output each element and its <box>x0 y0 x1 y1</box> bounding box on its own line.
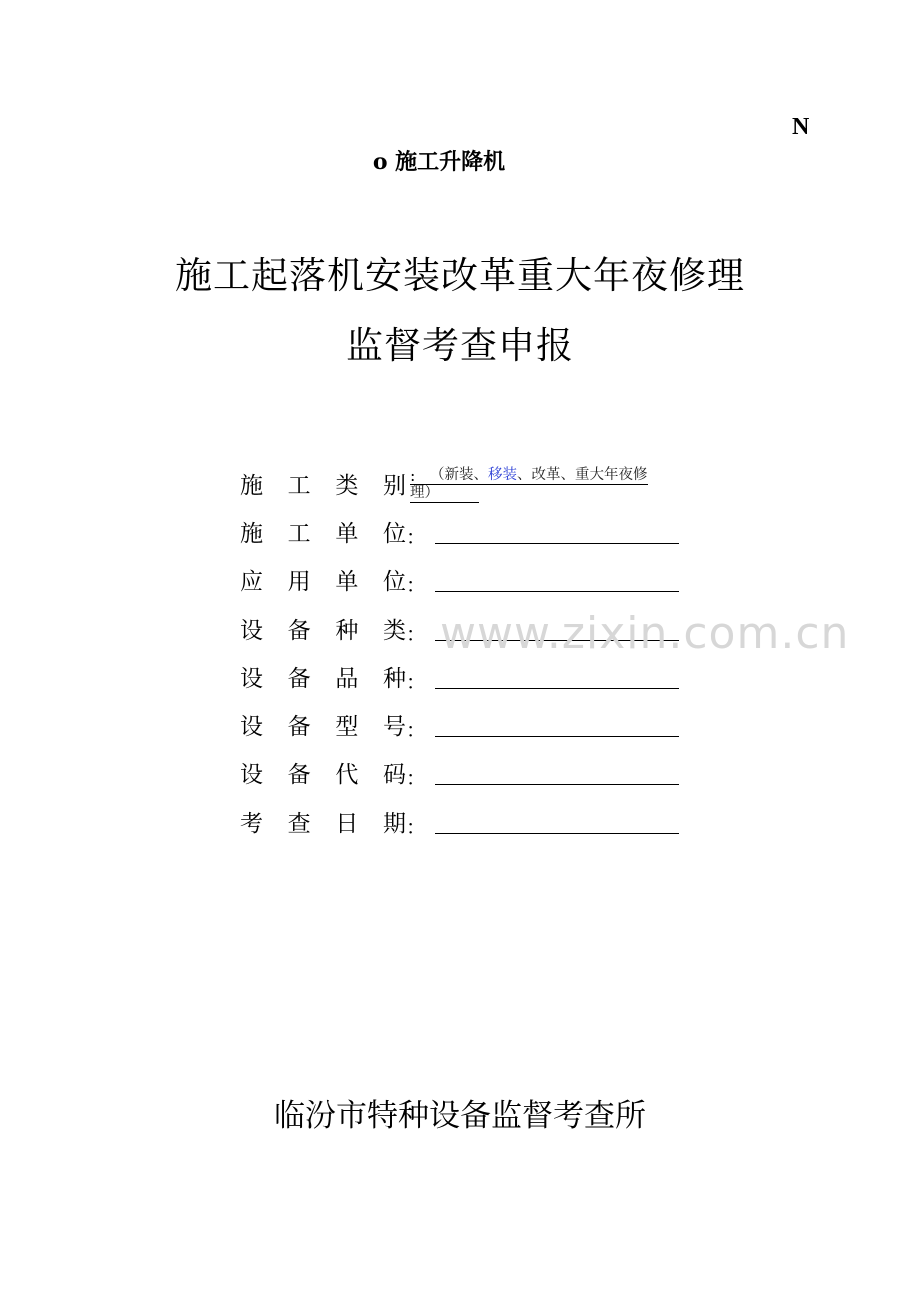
label-char: 型 <box>335 714 359 741</box>
form-field-row <box>240 751 700 799</box>
inspection-date-field[interactable] <box>435 833 679 834</box>
issuing-authority: 临汾市特种设备监督考查所 <box>274 1098 646 1134</box>
equipment-model-field[interactable] <box>435 736 679 737</box>
field-label <box>240 568 406 596</box>
label-char: 工 <box>287 473 311 499</box>
label-char: 别 <box>382 473 406 499</box>
options-suffix: 、改革、重大年夜修 <box>517 467 648 483</box>
document-subtitle: o 施工升降机 <box>372 149 506 175</box>
field-label <box>240 713 406 741</box>
label-char: 备 <box>287 762 311 789</box>
label-char: 位 <box>382 569 406 596</box>
options-highlight: 移装 <box>488 467 517 483</box>
label-char: 备 <box>287 714 311 741</box>
label-char: 考 <box>240 810 263 837</box>
label-char: 工 <box>287 521 311 547</box>
label-char: 种 <box>382 665 406 692</box>
equipment-variety-field[interactable] <box>435 688 679 689</box>
field-colon: ： <box>406 718 426 743</box>
construction-type-label <box>240 472 406 500</box>
construction-type-options-line2: 理） <box>410 485 479 503</box>
corner-mark: N <box>792 114 810 140</box>
label-char: 设 <box>240 665 263 692</box>
form-field-row <box>240 703 700 751</box>
label-char: 施 <box>240 473 263 499</box>
label-char: 备 <box>287 665 311 692</box>
label-char: 应 <box>240 569 263 596</box>
field-label <box>240 520 406 548</box>
field-colon: ： <box>406 525 426 549</box>
label-char: 类 <box>382 617 406 644</box>
label-char: 品 <box>335 665 359 692</box>
form-field-row <box>240 800 700 848</box>
form-field-row <box>240 510 700 558</box>
label-char: 查 <box>287 810 311 837</box>
field-colon: ： <box>406 669 426 694</box>
label-char: 类 <box>335 473 359 499</box>
document-title-line1: 施工起落机安装改革重大年夜修理 <box>175 254 745 297</box>
label-char: 单 <box>335 521 359 547</box>
construction-type-colon: : <box>410 466 416 485</box>
label-char: 期 <box>382 810 406 837</box>
user-unit-field[interactable] <box>435 591 679 592</box>
label-char: 设 <box>240 714 263 741</box>
watermark: www.zixin.com.cn <box>440 608 850 659</box>
construction-type-options <box>410 467 682 503</box>
label-char: 设 <box>240 617 263 644</box>
label-char: 设 <box>240 762 263 789</box>
field-colon: ： <box>406 621 426 646</box>
label-char: 施 <box>240 521 263 547</box>
construction-unit-field[interactable] <box>435 543 679 544</box>
label-char: 码 <box>382 762 406 789</box>
label-char: 备 <box>287 617 311 644</box>
construction-type-row <box>240 462 700 510</box>
field-label <box>240 617 406 645</box>
label-char: 单 <box>335 569 359 596</box>
field-label <box>240 761 406 789</box>
label-char: 日 <box>335 810 359 837</box>
form-field-row <box>240 558 700 606</box>
document-title-line2: 监督考查申报 <box>346 324 574 367</box>
form-field-row <box>240 655 700 703</box>
field-label <box>240 810 406 838</box>
label-char: 号 <box>382 714 406 741</box>
label-char: 位 <box>382 521 406 547</box>
options-prefix: （新装、 <box>430 467 488 483</box>
label-char: 代 <box>335 762 359 789</box>
equipment-code-field[interactable] <box>435 784 679 785</box>
construction-type-options-line1 <box>410 467 648 485</box>
field-label <box>240 665 406 693</box>
field-colon: ： <box>406 573 426 598</box>
field-colon: ： <box>406 766 426 791</box>
label-char: 种 <box>335 617 359 644</box>
field-colon: ： <box>406 814 426 839</box>
label-char: 用 <box>287 569 311 596</box>
